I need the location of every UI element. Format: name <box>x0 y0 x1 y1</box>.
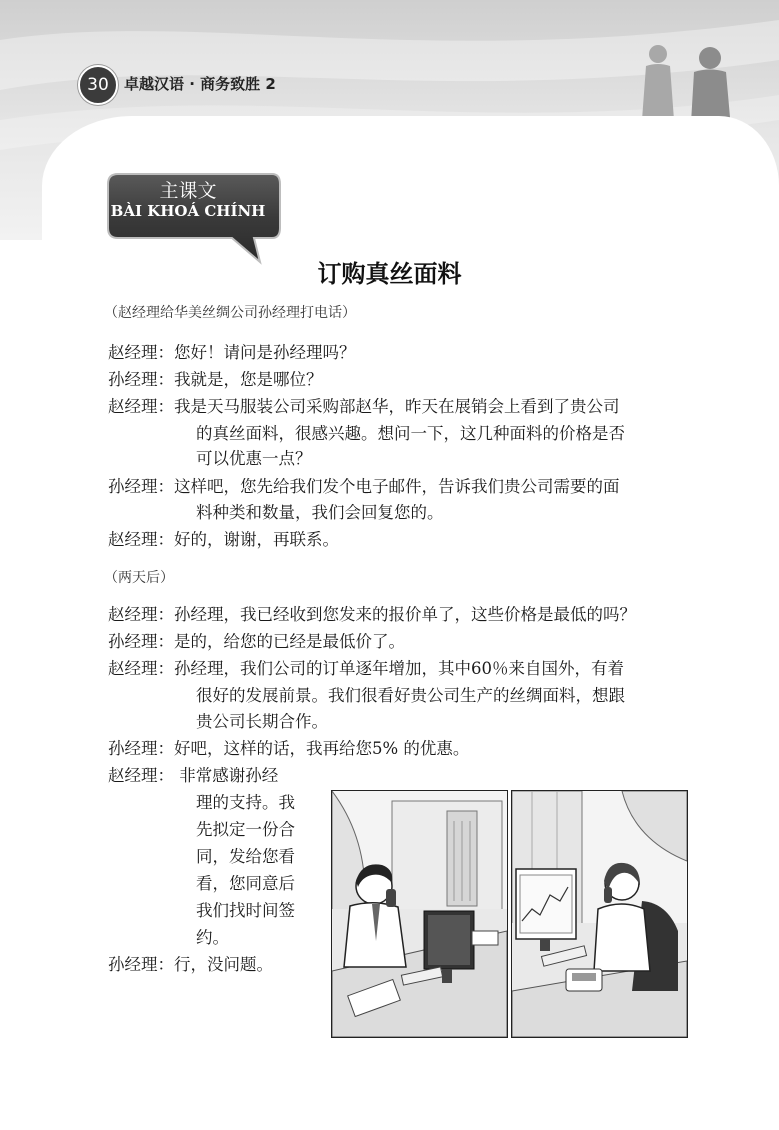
dialogue-line: 孙经理：是的，给您的已经是最低价了。 <box>108 632 405 651</box>
dialogue-line: 约。 <box>196 928 229 947</box>
scene-note: （赵经理给华美丝绸公司孙经理打电话） <box>104 305 356 321</box>
dialogue-line: 很好的发展前景。我们很看好贵公司生产的丝绸面料，想跟 <box>196 686 625 705</box>
dialogue-line: 赵经理：孙经理，我们公司的订单逐年增加，其中60％来自国外，有着 <box>108 659 624 678</box>
book-title: 卓越汉语 · 商务致胜 2 <box>124 75 276 93</box>
badge-chinese-label: 主课文 <box>159 180 217 202</box>
lesson-title: 订购真丝面料 <box>317 259 462 288</box>
dialogue-line: 可以优惠一点？ <box>196 449 312 468</box>
dialogue-line: 我们找时间签 <box>196 901 295 920</box>
dialogue-line: 先拟定一份合 <box>196 820 295 839</box>
dialogue-line: 赵经理： 非常感谢孙经 <box>108 766 279 785</box>
dialogue-line: 赵经理：您好！请问是孙经理吗？ <box>108 343 356 362</box>
dialogue-line: 孙经理：行，没问题。 <box>108 955 273 974</box>
dialogue-line: 孙经理：这样吧，您先给我们发个电子邮件，告诉我们贵公司需要的面 <box>108 477 620 496</box>
dialogue-line: 理的支持。我 <box>196 793 295 812</box>
page-number: 30 <box>78 65 118 105</box>
dialogue-line: 的真丝面料，很感兴趣。想问一下，这几种面料的价格是否 <box>196 424 625 443</box>
scene-note: （两天后） <box>104 570 174 586</box>
dialogue-line: 看，您同意后 <box>196 874 295 893</box>
illustration-woman-on-phone <box>511 790 688 1038</box>
dialogue-line: 赵经理：我是天马服装公司采购部赵华，昨天在展销会上看到了贵公司 <box>108 397 620 416</box>
illustration-man-on-phone <box>331 790 508 1038</box>
dialogue-line: 孙经理：我就是，您是哪位？ <box>108 370 323 389</box>
dialogue-line: 赵经理：好的，谢谢，再联系。 <box>108 530 339 549</box>
dialogue-line: 同，发给您看 <box>196 847 295 866</box>
dialogue-line: 孙经理：好吧，这样的话，我再给您5% 的优惠。 <box>108 739 470 758</box>
dialogue-line: 料种类和数量，我们会回复您的。 <box>196 503 444 522</box>
dialogue-line: 贵公司长期合作。 <box>196 712 328 731</box>
dialogue-line: 赵经理：孙经理，我已经收到您发来的报价单了，这些价格是最低的吗？ <box>108 605 636 624</box>
badge-vietnamese-label: BÀI KHOÁ CHÍNH <box>110 202 266 220</box>
